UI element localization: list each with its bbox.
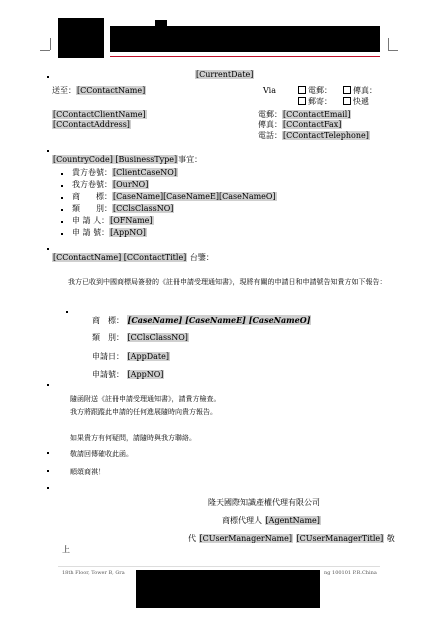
bullet: [61, 197, 63, 199]
ref-applicant: 申 請 人：[OFName]: [72, 216, 153, 225]
contact-email: 電郵：[CContactEmail]: [258, 110, 351, 119]
signature-agent: 商標代理人 [AgentName]: [222, 516, 320, 525]
signature-manager: 代 [CUserManagerName] [CUserManagerTitle] 敬: [188, 534, 395, 543]
bullet: [61, 233, 63, 235]
current-date: [CurrentDate]: [196, 70, 254, 79]
crop-mark-left-v: [50, 38, 51, 50]
signature-firm: 隆天國際知識產權代理有限公司: [208, 498, 320, 507]
subject-line: [CountryCode] [BusinessType]事宜：: [53, 155, 203, 164]
bullet: [47, 150, 49, 152]
bullet: [47, 384, 49, 386]
closing-2: 順頌商祺！: [70, 468, 105, 476]
contact-fax: 傳真：[CContactFax]: [258, 120, 342, 129]
checkbox-icon: [343, 97, 351, 105]
checkbox-icon: [298, 97, 306, 105]
crop-mark-right-v: [388, 38, 389, 50]
via-courier[interactable]: 快遞: [343, 97, 369, 107]
body-intro: 我方已收到中國商標局簽發的《註冊申請受理通知書》，現將有關的申請日和申請號告知貴方如下報告：: [68, 278, 387, 286]
ref-trademark: 商 標：[CaseName][CaseNameE][CaseNameO]: [72, 192, 276, 201]
to-line: [52, 86, 146, 96]
footer-right: ng 100101 P.R.China: [324, 570, 377, 576]
to-label: 送至：: [52, 86, 76, 95]
body-para-1: 隨函附送《註冊申請受理通知書》，請貴方檢查。: [70, 395, 221, 403]
to-field: [CContactName]: [77, 86, 146, 95]
bullet: [66, 311, 68, 313]
bullet: [47, 76, 49, 78]
detail-trademark: 商 標： [CaseName] [CaseNameE] [CaseNameO]: [92, 315, 311, 325]
ref-class: 類 別：[CClsClassNO]: [72, 204, 174, 213]
bullet: [47, 487, 49, 489]
footer-left: 18th Floor, Tower B, Gra: [62, 570, 125, 576]
crop-mark-left: [40, 50, 50, 51]
footer-rule: [58, 566, 380, 567]
via-email[interactable]: 電郵：: [298, 86, 332, 96]
logo-block: [58, 18, 104, 58]
detail-app-no: 申請號： [AppNO]: [92, 370, 164, 379]
bullet: [47, 452, 49, 454]
client-address: [CContactAddress]: [53, 120, 130, 129]
ref-app-no: 申 請 號：[AppNO]: [72, 228, 146, 237]
bullet: [47, 248, 49, 250]
checkbox-icon: [343, 86, 351, 94]
bullet: [61, 185, 63, 187]
signature-up: 上: [62, 545, 70, 554]
via-label: Via: [263, 86, 276, 95]
detail-app-date: 申請日： [AppDate]: [92, 352, 169, 361]
via-fax[interactable]: 傳真：: [343, 86, 377, 96]
body-para-3: 如果貴方有何疑問，請隨時與我方聯絡。: [70, 434, 196, 442]
ref-our-no: 我方卷號：[OurNO]: [72, 180, 149, 189]
bullet: [61, 209, 63, 211]
header-rule: [110, 56, 380, 57]
client-name: [CContactClientName]: [53, 110, 146, 119]
bullet: [47, 470, 49, 472]
header-bar: [110, 26, 380, 52]
via-post[interactable]: 郵寄：: [298, 97, 332, 107]
salutation: [CContactName] [CContactTitle] 台鑒：: [53, 253, 214, 262]
bullet: [61, 173, 63, 175]
detail-class: 類 別： [CClsClassNO]: [92, 333, 188, 342]
bullet: [61, 221, 63, 223]
crop-mark-right: [388, 50, 398, 51]
footer-redaction: [136, 570, 320, 608]
body-para-2: 我方將跟蹤此申請的任何進展隨時向貴方報告。: [70, 408, 217, 416]
header-tab: [155, 20, 167, 26]
contact-tel: 電話：[CContactTelephone]: [258, 131, 369, 140]
closing-1: 敬請回傳確收此函。: [70, 450, 133, 458]
checkbox-icon: [298, 86, 306, 94]
ref-client-case: 貴方卷號：[ClientCaseNO]: [72, 168, 177, 177]
